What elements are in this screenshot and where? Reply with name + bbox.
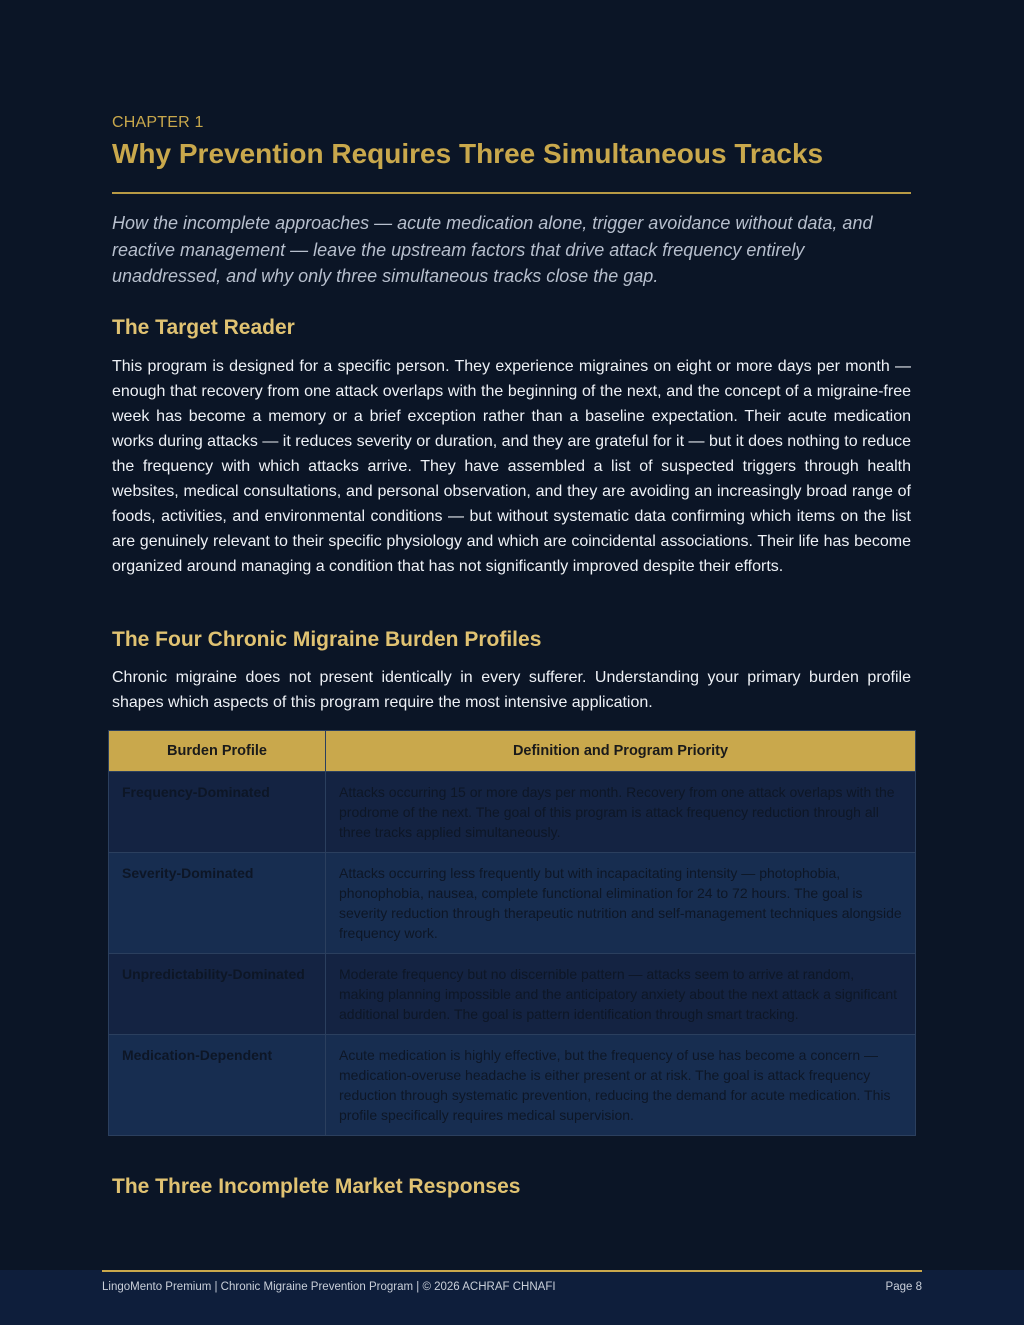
chapter-label: CHAPTER 1 bbox=[112, 114, 204, 131]
profile-name: Frequency-Dominated bbox=[109, 772, 326, 853]
profile-name: Severity-Dominated bbox=[109, 853, 326, 954]
profile-definition: Attacks occurring 15 or more days per month. Recovery from one attack overlaps with the prodrome of the next. The goal of this program is attack frequency reduction through all three tracks applied simultaneously. bbox=[326, 772, 916, 853]
footer-divider bbox=[102, 1270, 922, 1272]
section-heading-target-reader: The Target Reader bbox=[112, 316, 295, 339]
section-heading-burden-profiles: The Four Chronic Migraine Burden Profiles bbox=[112, 628, 542, 651]
profile-name: Unpredictability-Dominated bbox=[109, 954, 326, 1035]
table-row bbox=[109, 853, 916, 954]
profile-definition: Attacks occurring less frequently but with incapacitating intensity — photophobia, phonophobia, nausea, complete functional elimination for 24 to 72 hours. The goal is severity reduction through therapeutic nutrition and self-management techniques alongside frequency work. bbox=[326, 853, 916, 954]
footer-copyright: LingoMento Premium | Chronic Migraine Prevention Program | © 2026 ACHRAF CHNAFI bbox=[102, 1281, 556, 1293]
chapter-title: Why Prevention Requires Three Simultaneous Tracks bbox=[112, 138, 824, 169]
title-divider bbox=[112, 192, 911, 194]
section-heading-market-responses: The Three Incomplete Market Responses bbox=[112, 1175, 521, 1198]
page-footer bbox=[0, 1270, 1024, 1325]
burden-profiles-paragraph: Chronic migraine does not present identically in every sufferer. Understanding your primary burden profile shapes which aspects of this program require the most intensive application. bbox=[112, 669, 911, 711]
target-reader-paragraph: This program is designed for a specific person. They experience migraines on eight or more days per month — enough that recovery from one attack overlaps with the beginning of the next, and the concept of a migraine-free week has become a memory or a brief exception rather than a baseline expectation. Their acute medication works during attacks — it reduces severity or duration, and they are grateful for it — but it does nothing to reduce the frequency with which attacks arrive. They have assembled a list of suspected triggers through health websites, medical consultations, and personal observation, and they are avoiding an increasingly broad range of foods, activities, and environmental conditions — but without systematic data confirming which items on the list are genuinely relevant to their specific physiology and which are coincidental associations. Their life has become organized around managing a condition that has not significantly improved despite their efforts. bbox=[112, 358, 911, 575]
table-header-profile: Burden Profile bbox=[109, 731, 326, 772]
table-header-definition: Definition and Program Priority bbox=[326, 731, 916, 772]
profile-definition: Moderate frequency but no discernible pattern — attacks seem to arrive at random, making planning impossible and the anticipatory anxiety about the next attack a significant additional burden. The goal is pattern identification through smart tracking. bbox=[326, 954, 916, 1035]
table-row bbox=[109, 772, 916, 853]
burden-profiles-table bbox=[108, 730, 916, 1136]
profile-name: Medication-Dependent bbox=[109, 1035, 326, 1136]
chapter-intro: How the incomplete approaches — acute medication alone, trigger avoidance without data, and reactive management — leave the upstream factors that drive attack frequency entirely unaddressed, and why only three simultaneous tracks close the gap. bbox=[112, 213, 873, 286]
table-row bbox=[109, 1035, 916, 1136]
profile-definition: Acute medication is highly effective, but the frequency of use has become a concern — medication-overuse headache is either present or at risk. The goal is attack frequency reduction through systematic prevention, reducing the demand for acute medication. This profile specifically requires medical supervision. bbox=[326, 1035, 916, 1136]
table-row bbox=[109, 954, 916, 1035]
table-header-row bbox=[109, 731, 916, 772]
page-number: Page 8 bbox=[885, 1281, 922, 1293]
